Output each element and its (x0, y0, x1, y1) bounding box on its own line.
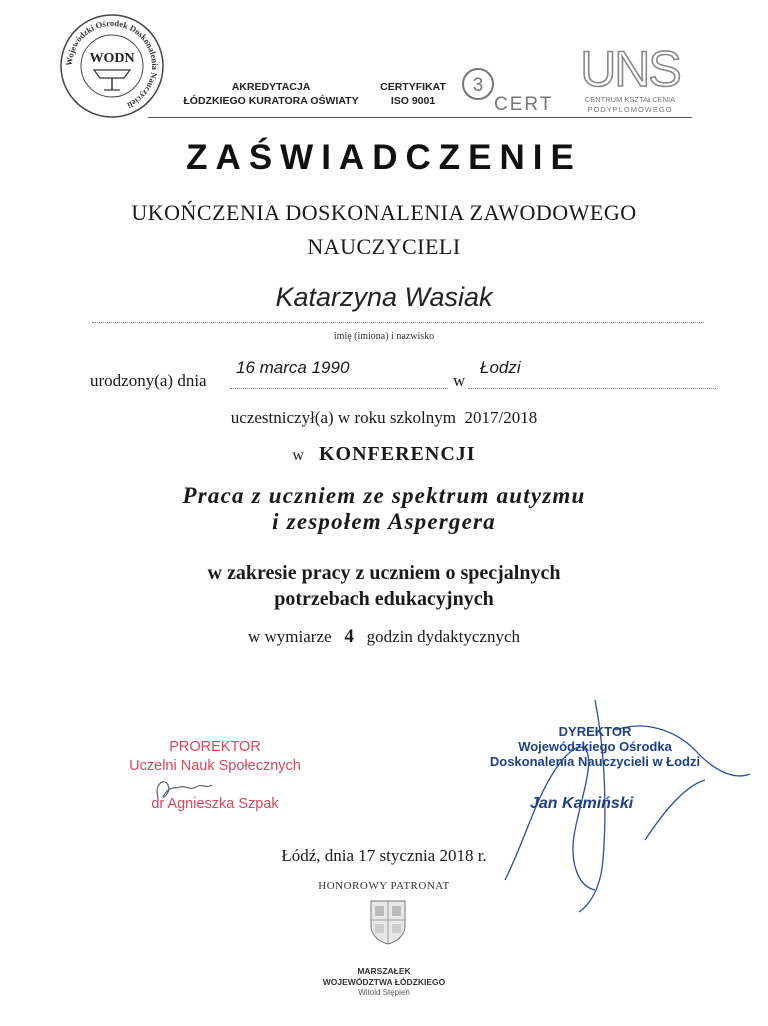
hours-suffix: godzin dydaktycznych (366, 627, 520, 646)
recipient-name: Katarzyna Wasiak (275, 282, 493, 312)
director-institution-line-2: Doskonalenia Nauczycieli w Łodzi (489, 754, 701, 769)
prorector-name: dr Agnieszka Szpak (151, 796, 279, 812)
uns-logo-mark: UNS (580, 41, 680, 97)
scope-line-1: w zakresie pracy z uczniem o specjalnych (207, 562, 561, 584)
cert-logo-number: 3 (472, 75, 484, 96)
patron-title-line-1: MARSZAŁEK (357, 966, 411, 976)
name-dotted-line (92, 322, 704, 323)
event-line (0, 443, 768, 466)
subtitle-line-1: UKOŃCZENIA DOSKONALENIA ZAWODOWEGO (131, 200, 637, 225)
scope-line-2: potrzebach edukacyjnych (274, 588, 494, 610)
uns-logo-line-1: CENTRUM KSZTAŁCENIA (584, 95, 676, 104)
accreditation-block (176, 80, 366, 108)
birth-place-dotted-line (468, 388, 716, 389)
prorector-role: PROREKTOR (169, 739, 261, 755)
birth-date-dotted-line (230, 388, 448, 389)
coat-of-arms-icon (368, 898, 408, 946)
director-stamp (475, 724, 715, 769)
participation-line (0, 408, 768, 428)
event-topic (0, 483, 768, 535)
topic-line-2: i zespołem Aspergera (272, 509, 496, 534)
event-prefix: w (292, 447, 304, 464)
uns-logo-line-2: PODYPLOMOWEGO (587, 105, 673, 114)
document-subtitle (0, 196, 768, 264)
hours-count: 4 (344, 626, 354, 647)
issue-place-date: Łódź, dnia 17 stycznia 2018 r. (281, 846, 487, 865)
patron-title-line-2: WOJEWÓDZTWA ŁÓDZKIEGO (322, 977, 446, 987)
certificate-block (368, 80, 458, 108)
accreditation-line-2: ŁÓDZKIEGO KURATORA OŚWIATY (183, 95, 359, 107)
document-title: ZAŚWIADCZENIE (186, 138, 582, 177)
born-label: urodzony(a) dnia (90, 371, 207, 390)
event-type: KONFERENCJI (318, 443, 476, 465)
cert-logo (458, 64, 558, 114)
header-divider (148, 117, 692, 118)
patron-name: Witold Stępień (358, 988, 410, 997)
school-year: 2017/2018 (464, 408, 538, 427)
certificate-line-1: CERTYFIKAT (380, 81, 446, 93)
accreditation-line-1: AKREDYTACJA (231, 81, 311, 93)
patron-title (0, 966, 768, 988)
seal-ring-text: Wojewódzki Ośrodek Doskonalenia Nauczycieli (63, 17, 161, 111)
director-institution-line-1: Wojewódzkiego Ośrodka (518, 739, 672, 754)
prorector-signature (150, 775, 220, 805)
hours-prefix: w wymiarze (248, 627, 332, 646)
event-scope (0, 560, 768, 612)
subtitle-line-2: NAUCZYCIELI (307, 234, 461, 259)
hours-line (0, 626, 768, 648)
seal-center-text: WODN (89, 51, 135, 66)
wodn-seal-logo (58, 12, 166, 120)
cert-logo-word: CERT (494, 94, 554, 114)
prorector-institution: Uczelni Nauk Społecznych (129, 758, 301, 774)
topic-line-1: Praca z uczniem ze spektrum autyzmu (182, 483, 586, 508)
name-caption: imię (imiona) i nazwisko (333, 331, 435, 342)
uns-logo (570, 40, 690, 116)
patronage-label: HONOROWY PATRONAT (318, 880, 450, 892)
participation-text: uczestniczył(a) w roku szkolnym (230, 408, 456, 427)
certificate-line-2: ISO 9001 (390, 95, 436, 107)
birth-place: Łodzi (480, 358, 521, 377)
director-role: DYREKTOR (558, 724, 632, 739)
birth-date: 16 marca 1990 (236, 358, 350, 377)
birth-in-label: w (453, 371, 466, 390)
director-name: Jan Kamiński (530, 795, 634, 812)
